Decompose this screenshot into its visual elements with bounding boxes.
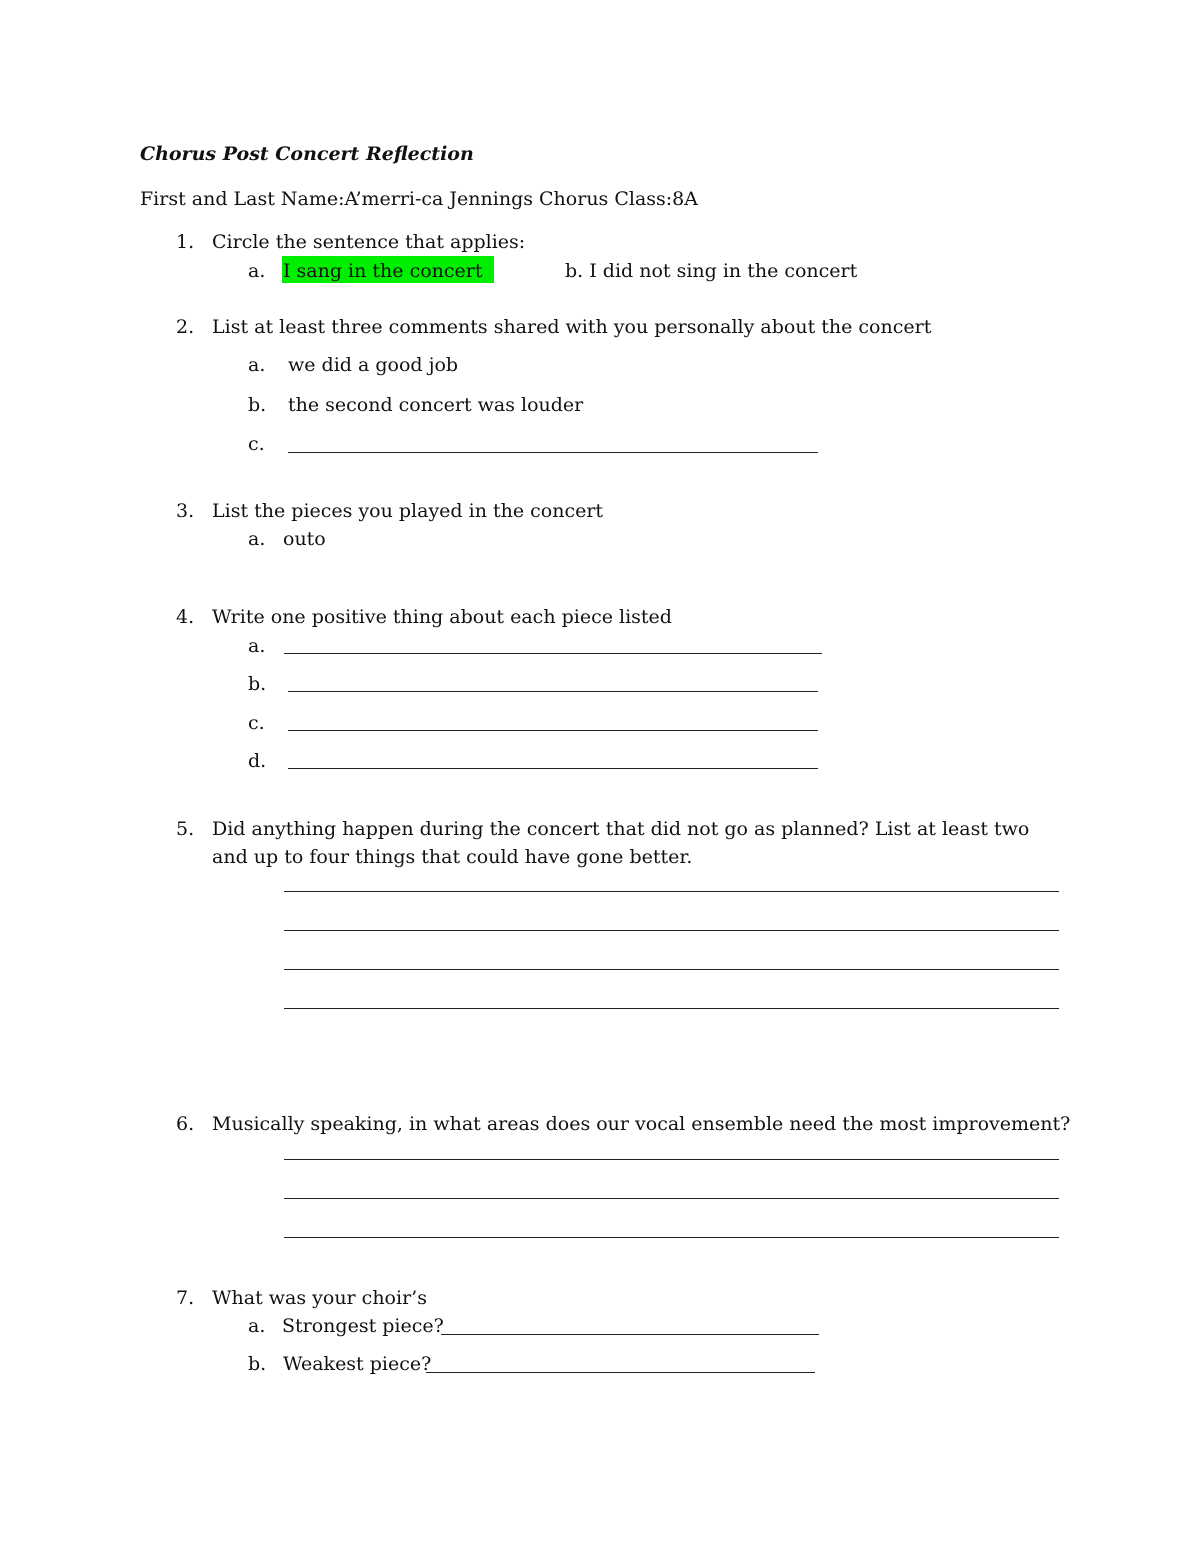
q1-option-a-text[interactable]: I sang in the concert	[283, 260, 483, 282]
q6-answer-line-2[interactable]	[284, 1198, 1059, 1199]
q7-item-b-letter: b.	[248, 1353, 267, 1375]
q2-text: List at least three comments shared with you personally about the concert	[212, 316, 932, 338]
q2-number: 2.	[176, 316, 195, 338]
q2-item-c-letter: c.	[248, 433, 265, 455]
q4-item-a-answer-line[interactable]	[284, 653, 822, 654]
q4-item-b-answer-line[interactable]	[288, 691, 818, 692]
q2-item-a-letter: a.	[248, 354, 266, 376]
q4-item-d-letter: d.	[248, 750, 267, 772]
q1-number: 1.	[176, 231, 195, 253]
q4-item-d-answer-line[interactable]	[288, 768, 818, 769]
q2-item-c-answer-line[interactable]	[288, 452, 818, 453]
q5-number: 5.	[176, 818, 195, 840]
q4-item-c-letter: c.	[248, 712, 265, 734]
q5-answer-line-4[interactable]	[284, 1008, 1059, 1009]
q6-answer-line-1[interactable]	[284, 1159, 1059, 1160]
q7-text: What was your choir’s	[212, 1287, 427, 1309]
q6-answer-line-3[interactable]	[284, 1237, 1059, 1238]
q3-item-a-letter: a.	[248, 528, 266, 550]
q2-item-b-answer[interactable]: the second concert was louder	[288, 394, 584, 416]
q4-item-a-letter: a.	[248, 635, 266, 657]
q4-text: Write one positive thing about each piece listed	[212, 606, 672, 628]
q5-answer-line-1[interactable]	[284, 891, 1059, 892]
q4-item-b-letter: b.	[248, 673, 267, 695]
q1-option-a-letter: a.	[248, 260, 266, 282]
q4-number: 4.	[176, 606, 195, 628]
q7-item-a-letter: a.	[248, 1315, 266, 1337]
q5-answer-line-3[interactable]	[284, 969, 1059, 970]
q3-text: List the pieces you played in the concert	[212, 500, 604, 522]
q2-item-a-answer[interactable]: we did a good job	[288, 354, 459, 376]
q6-text: Musically speaking, in what areas does our vocal ensemble need the most improvement?	[212, 1113, 1071, 1135]
q7-weakest-label: Weakest piece?	[283, 1353, 432, 1375]
q7-weakest-answer-line[interactable]	[426, 1372, 815, 1373]
q5-text-line1: Did anything happen during the concert that did not go as planned? List at least two	[212, 818, 1030, 840]
q1-option-b-text[interactable]: b. I did not sing in the concert	[565, 260, 858, 282]
q4-item-c-answer-line[interactable]	[288, 730, 818, 731]
q7-strongest-answer-line[interactable]	[441, 1334, 819, 1335]
q6-number: 6.	[176, 1113, 195, 1135]
q1-text: Circle the sentence that applies:	[212, 231, 526, 253]
q7-strongest-label: Strongest piece?	[282, 1315, 444, 1337]
q5-answer-line-2[interactable]	[284, 930, 1059, 931]
q3-number: 3.	[176, 500, 195, 522]
q7-number: 7.	[176, 1287, 195, 1309]
q2-item-b-letter: b.	[248, 394, 267, 416]
name-class-line: First and Last Name:A’merri-ca Jennings Chorus Class:8A	[140, 188, 698, 210]
page-title: Chorus Post Concert Reflection	[140, 143, 474, 165]
q5-text-line2: and up to four things that could have gone better.	[212, 846, 693, 868]
q3-item-a-answer[interactable]: outo	[283, 528, 326, 550]
